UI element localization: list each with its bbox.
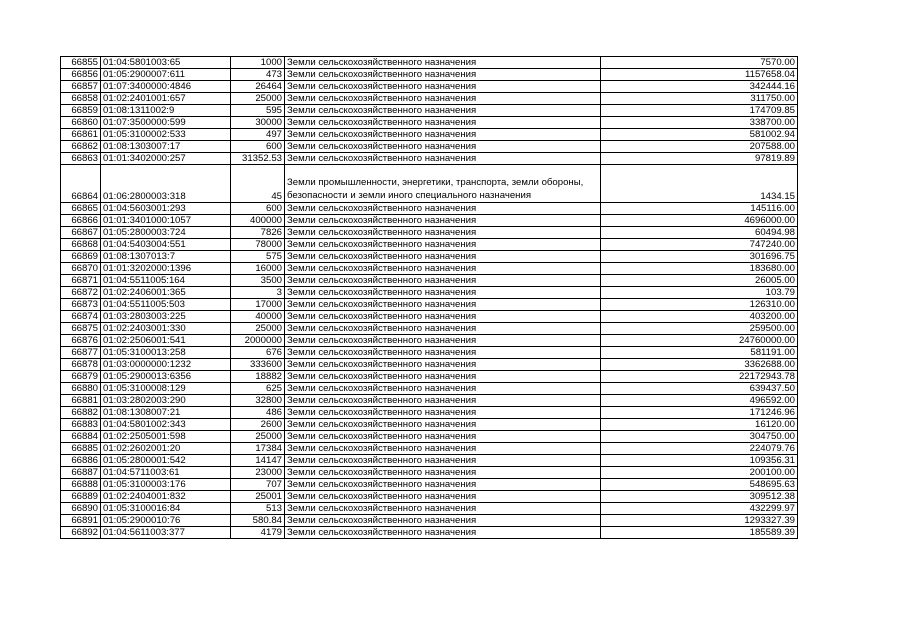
area-cell: 25000 [231,431,285,443]
cadastral-value-cell: 548695.63 [601,479,798,491]
cadastral-value-cell: 7570.00 [601,57,798,69]
row-number-cell: 66886 [61,455,101,467]
land-registry-table [60,56,798,539]
row-number-cell: 66871 [61,275,101,287]
area-cell: 26464 [231,81,285,93]
table-row [61,129,798,141]
table-row [61,491,798,503]
area-cell: 78000 [231,239,285,251]
land-category-cell: Земли сельскохозяйственного назначения [285,359,601,371]
land-category-cell: Земли сельскохозяйственного назначения [285,515,601,527]
cadastral-number-cell: 01:05:2900013:6356 [101,371,231,383]
cadastral-value-cell: 24760000.00 [601,335,798,347]
cadastral-number-cell: 01:01:3202000:1396 [101,263,231,275]
area-cell: 25001 [231,491,285,503]
table-row [61,299,798,311]
cadastral-number-cell: 01:08:1303007:17 [101,141,231,153]
land-category-cell: Земли сельскохозяйственного назначения [285,503,601,515]
area-cell: 2000000 [231,335,285,347]
table-row [61,227,798,239]
cadastral-number-cell: 01:04:5801003:65 [101,57,231,69]
area-cell: 3500 [231,275,285,287]
cadastral-value-cell: 304750.00 [601,431,798,443]
cadastral-value-cell: 403200.00 [601,311,798,323]
table-row [61,311,798,323]
land-category-cell: Земли сельскохозяйственного назначения [285,383,601,395]
area-cell: 676 [231,347,285,359]
cadastral-value-cell: 1293327.39 [601,515,798,527]
land-category-cell: Земли сельскохозяйственного назначения [285,395,601,407]
row-number-cell: 66884 [61,431,101,443]
table-row [61,335,798,347]
table-row [61,239,798,251]
land-category-cell: Земли сельскохозяйственного назначения [285,251,601,263]
area-cell: 595 [231,105,285,117]
cadastral-value-cell: 4696000.00 [601,215,798,227]
land-category-cell: Земли сельскохозяйственного назначения [285,141,601,153]
table-row [61,359,798,371]
row-number-cell: 66890 [61,503,101,515]
land-category-cell: Земли сельскохозяйственного назначения [285,215,601,227]
cadastral-number-cell: 01:08:1307013:7 [101,251,231,263]
area-cell: 7826 [231,227,285,239]
land-category-cell: Земли промышленности, энергетики, транспорта, земли обороны, безопасности и земли иного специального назначения [285,165,601,203]
cadastral-value-cell: 342444.16 [601,81,798,93]
cadastral-number-cell: 01:06:2800003:318 [101,165,231,203]
row-number-cell: 66883 [61,419,101,431]
cadastral-number-cell: 01:05:3100016:84 [101,503,231,515]
table-row [61,371,798,383]
land-category-cell: Земли сельскохозяйственного назначения [285,275,601,287]
cadastral-number-cell: 01:02:2403001:330 [101,323,231,335]
area-cell: 707 [231,479,285,491]
cadastral-value-cell: 22172943.78 [601,371,798,383]
land-category-cell: Земли сельскохозяйственного назначения [285,287,601,299]
table-row [61,57,798,69]
land-category-cell: Земли сельскохозяйственного назначения [285,479,601,491]
cadastral-number-cell: 01:01:3402000:257 [101,153,231,165]
area-cell: 17000 [231,299,285,311]
land-category-cell: Земли сельскохозяйственного назначения [285,203,601,215]
area-cell: 625 [231,383,285,395]
cadastral-value-cell: 26005.00 [601,275,798,287]
table-row [61,263,798,275]
cadastral-number-cell: 01:04:5511005:503 [101,299,231,311]
land-category-cell: Земли сельскохозяйственного назначения [285,69,601,81]
cadastral-value-cell: 16120.00 [601,419,798,431]
table-row [61,323,798,335]
row-number-cell: 66863 [61,153,101,165]
cadastral-number-cell: 01:08:1308007:21 [101,407,231,419]
table-row [61,383,798,395]
cadastral-number-cell: 01:05:3100003:176 [101,479,231,491]
row-number-cell: 66889 [61,491,101,503]
cadastral-value-cell: 432299.97 [601,503,798,515]
cadastral-number-cell: 01:02:2505001:598 [101,431,231,443]
table-row [61,93,798,105]
row-number-cell: 66867 [61,227,101,239]
row-number-cell: 66887 [61,467,101,479]
land-category-cell: Земли сельскохозяйственного назначения [285,153,601,165]
row-number-cell: 66855 [61,57,101,69]
cadastral-number-cell: 01:04:5511005:164 [101,275,231,287]
row-number-cell: 66868 [61,239,101,251]
row-number-cell: 66875 [61,323,101,335]
land-category-cell: Земли сельскохозяйственного назначения [285,431,601,443]
cadastral-value-cell: 1157658.04 [601,69,798,81]
area-cell: 25000 [231,323,285,335]
table-row [61,81,798,93]
area-cell: 14147 [231,455,285,467]
cadastral-number-cell: 01:05:3100013:258 [101,347,231,359]
area-cell: 473 [231,69,285,81]
table-row [61,69,798,81]
cadastral-value-cell: 183680.00 [601,263,798,275]
cadastral-value-cell: 126310.00 [601,299,798,311]
row-number-cell: 66885 [61,443,101,455]
table-row [61,515,798,527]
row-number-cell: 66882 [61,407,101,419]
cadastral-value-cell: 207588.00 [601,141,798,153]
table-row [61,153,798,165]
cadastral-value-cell: 311750.00 [601,93,798,105]
cadastral-value-cell: 581191.00 [601,347,798,359]
cadastral-value-cell: 60494.98 [601,227,798,239]
land-category-cell: Земли сельскохозяйственного назначения [285,117,601,129]
table-row [61,395,798,407]
land-category-cell: Земли сельскохозяйственного назначения [285,527,601,539]
table-row [61,503,798,515]
land-category-cell: Земли сельскохозяйственного назначения [285,323,601,335]
land-category-cell: Земли сельскохозяйственного назначения [285,419,601,431]
row-number-cell: 66864 [61,165,101,203]
cadastral-number-cell: 01:05:2900010:76 [101,515,231,527]
land-category-cell: Земли сельскохозяйственного назначения [285,311,601,323]
area-cell: 2600 [231,419,285,431]
area-cell: 497 [231,129,285,141]
table-row [61,251,798,263]
land-category-cell: Земли сельскохозяйственного назначения [285,239,601,251]
row-number-cell: 66877 [61,347,101,359]
area-cell: 25000 [231,93,285,105]
table-row [61,165,798,203]
land-category-cell: Земли сельскохозяйственного назначения [285,491,601,503]
row-number-cell: 66872 [61,287,101,299]
cadastral-value-cell: 200100.00 [601,467,798,479]
land-category-cell: Земли сельскохозяйственного назначения [285,347,601,359]
cadastral-value-cell: 1434.15 [601,165,798,203]
area-cell: 600 [231,141,285,153]
area-cell: 45 [231,165,285,203]
row-number-cell: 66869 [61,251,101,263]
land-category-cell: Земли сельскохозяйственного назначения [285,299,601,311]
table-row [61,479,798,491]
area-cell: 580.84 [231,515,285,527]
row-number-cell: 66879 [61,371,101,383]
area-cell: 17384 [231,443,285,455]
cadastral-value-cell: 496592.00 [601,395,798,407]
cadastral-value-cell: 224079.76 [601,443,798,455]
area-cell: 333600 [231,359,285,371]
cadastral-number-cell: 01:03:0000000:1232 [101,359,231,371]
land-category-cell: Земли сельскохозяйственного назначения [285,455,601,467]
row-number-cell: 66888 [61,479,101,491]
cadastral-value-cell: 309512.38 [601,491,798,503]
row-number-cell: 66891 [61,515,101,527]
land-category-cell: Земли сельскохозяйственного назначения [285,227,601,239]
cadastral-value-cell: 103.79 [601,287,798,299]
cadastral-value-cell: 185589.39 [601,527,798,539]
cadastral-value-cell: 259500.00 [601,323,798,335]
cadastral-number-cell: 01:05:3100008:129 [101,383,231,395]
cadastral-number-cell: 01:08:1311002:9 [101,105,231,117]
table-row [61,467,798,479]
land-category-cell: Земли сельскохозяйственного назначения [285,467,601,479]
area-cell: 40000 [231,311,285,323]
cadastral-value-cell: 109356.31 [601,455,798,467]
land-category-cell: Земли сельскохозяйственного назначения [285,335,601,347]
table-row [61,105,798,117]
row-number-cell: 66880 [61,383,101,395]
area-cell: 23000 [231,467,285,479]
area-cell: 486 [231,407,285,419]
row-number-cell: 66859 [61,105,101,117]
land-category-cell: Земли сельскохозяйственного назначения [285,371,601,383]
cadastral-number-cell: 01:02:2506001:541 [101,335,231,347]
area-cell: 18882 [231,371,285,383]
row-number-cell: 66866 [61,215,101,227]
cadastral-value-cell: 747240.00 [601,239,798,251]
cadastral-number-cell: 01:02:2406001:365 [101,287,231,299]
row-number-cell: 66857 [61,81,101,93]
table-row [61,407,798,419]
row-number-cell: 66861 [61,129,101,141]
cadastral-number-cell: 01:05:3100002:533 [101,129,231,141]
cadastral-value-cell: 3362688.00 [601,359,798,371]
cadastral-number-cell: 01:02:2602001:20 [101,443,231,455]
cadastral-number-cell: 01:04:5403004:551 [101,239,231,251]
area-cell: 32800 [231,395,285,407]
row-number-cell: 66870 [61,263,101,275]
land-category-cell: Земли сельскохозяйственного назначения [285,263,601,275]
area-cell: 4179 [231,527,285,539]
cadastral-number-cell: 01:02:2404001:832 [101,491,231,503]
table-row [61,347,798,359]
land-category-cell: Земли сельскохозяйственного назначения [285,81,601,93]
row-number-cell: 66858 [61,93,101,105]
row-number-cell: 66878 [61,359,101,371]
row-number-cell: 66856 [61,69,101,81]
land-category-cell: Земли сельскохозяйственного назначения [285,57,601,69]
cadastral-value-cell: 145116.00 [601,203,798,215]
area-cell: 30000 [231,117,285,129]
cadastral-number-cell: 01:03:2803003:225 [101,311,231,323]
table-row [61,287,798,299]
table-row [61,215,798,227]
cadastral-number-cell: 01:07:3500000:599 [101,117,231,129]
land-category-cell: Земли сельскохозяйственного назначения [285,129,601,141]
area-cell: 1000 [231,57,285,69]
table-row [61,527,798,539]
cadastral-number-cell: 01:07:3400000:4846 [101,81,231,93]
land-category-cell: Земли сельскохозяйственного назначения [285,105,601,117]
table-row [61,455,798,467]
cadastral-value-cell: 301696.75 [601,251,798,263]
cadastral-number-cell: 01:04:5711003:61 [101,467,231,479]
row-number-cell: 66874 [61,311,101,323]
cadastral-value-cell: 581002.94 [601,129,798,141]
cadastral-value-cell: 174709.85 [601,105,798,117]
table-row [61,141,798,153]
table-row [61,443,798,455]
cadastral-number-cell: 01:02:2401001:657 [101,93,231,105]
row-number-cell: 66881 [61,395,101,407]
row-number-cell: 66860 [61,117,101,129]
cadastral-number-cell: 01:04:5611003:377 [101,527,231,539]
area-cell: 31352.53 [231,153,285,165]
table-body [61,57,798,539]
cadastral-value-cell: 338700.00 [601,117,798,129]
row-number-cell: 66862 [61,141,101,153]
table-row [61,203,798,215]
cadastral-value-cell: 639437.50 [601,383,798,395]
cadastral-value-cell: 171246.96 [601,407,798,419]
cadastral-number-cell: 01:04:5603001:293 [101,203,231,215]
row-number-cell: 66865 [61,203,101,215]
table-row [61,117,798,129]
land-category-cell: Земли сельскохозяйственного назначения [285,93,601,105]
cadastral-value-cell: 97819.89 [601,153,798,165]
area-cell: 16000 [231,263,285,275]
table-row [61,431,798,443]
area-cell: 513 [231,503,285,515]
cadastral-number-cell: 01:01:3401000:1057 [101,215,231,227]
area-cell: 400000 [231,215,285,227]
table-row [61,275,798,287]
land-category-cell: Земли сельскохозяйственного назначения [285,443,601,455]
cadastral-number-cell: 01:05:2800001:542 [101,455,231,467]
cadastral-number-cell: 01:05:2800003:724 [101,227,231,239]
row-number-cell: 66876 [61,335,101,347]
cadastral-number-cell: 01:04:5801002:343 [101,419,231,431]
area-cell: 575 [231,251,285,263]
row-number-cell: 66873 [61,299,101,311]
cadastral-number-cell: 01:05:2900007:611 [101,69,231,81]
land-category-cell: Земли сельскохозяйственного назначения [285,407,601,419]
area-cell: 600 [231,203,285,215]
cadastral-number-cell: 01:03:2802003:290 [101,395,231,407]
table-row [61,419,798,431]
row-number-cell: 66892 [61,527,101,539]
area-cell: 3 [231,287,285,299]
